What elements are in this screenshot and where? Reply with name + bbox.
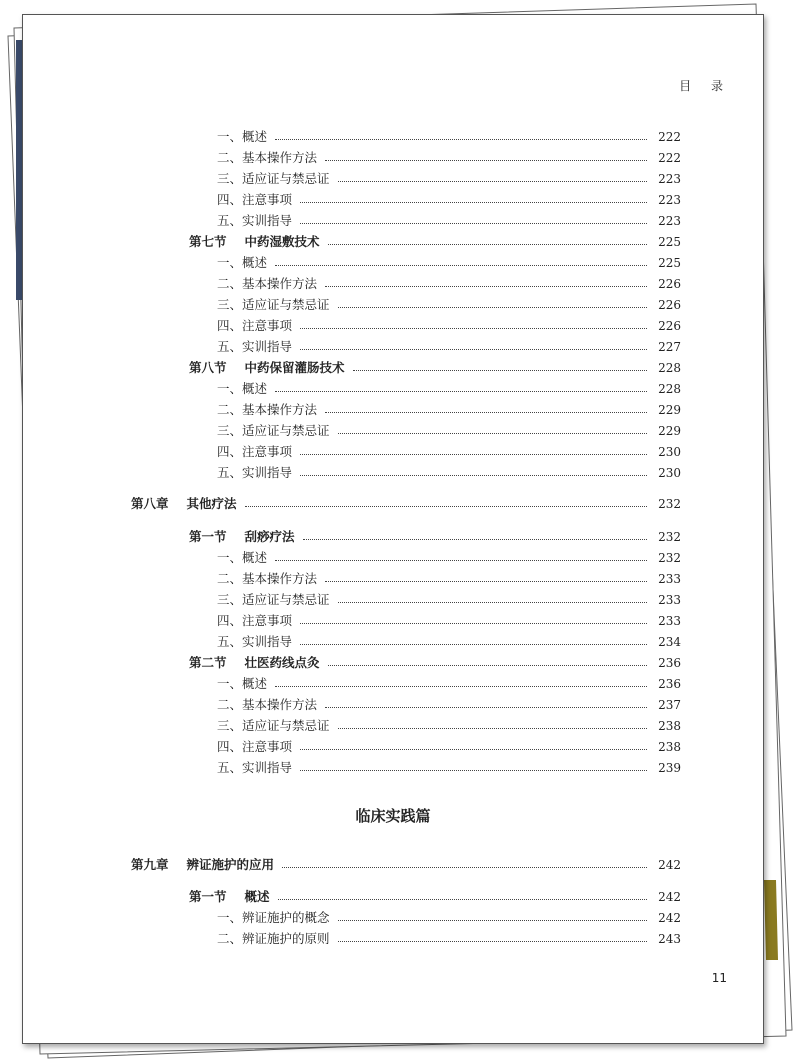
toc-entry[interactable]: 一、概述 225: [217, 255, 681, 270]
toc-page: [22, 14, 764, 1044]
toc-entry[interactable]: 三、适应证与禁忌证 226: [217, 297, 681, 312]
toc-entry[interactable]: 四、注意事项 230: [217, 444, 681, 459]
toc-entry[interactable]: 二、基本操作方法 222: [217, 150, 681, 165]
toc-entry[interactable]: 三、适应证与禁忌证 223: [217, 171, 681, 186]
toc-section-entry[interactable]: 第七节 中药湿敷技术 225: [189, 234, 681, 249]
part-title: 临床实践篇: [355, 807, 431, 825]
table-of-contents: [23, 15, 763, 1043]
toc-entry[interactable]: 四、注意事项 223: [217, 192, 681, 207]
toc-entry[interactable]: 三、适应证与禁忌证 229: [217, 423, 681, 438]
toc-entry[interactable]: 一、概述 236: [217, 676, 681, 691]
toc-chapter-entry[interactable]: 第九章 辨证施护的应用 242: [131, 857, 681, 872]
toc-entry[interactable]: 四、注意事项 238: [217, 739, 681, 754]
toc-section-entry[interactable]: 第一节 刮痧疗法 232: [189, 529, 681, 544]
page-number: 11: [711, 971, 727, 985]
toc-section-entry[interactable]: 第八节 中药保留灌肠技术 228: [189, 360, 681, 375]
toc-entry[interactable]: 二、基本操作方法 226: [217, 276, 681, 291]
toc-entry[interactable]: 二、基本操作方法 229: [217, 402, 681, 417]
toc-entry[interactable]: 五、实训指导 239: [217, 760, 681, 775]
toc-entry[interactable]: 五、实训指导 234: [217, 634, 681, 649]
toc-section-entry[interactable]: 第二节 壮医药线点灸 236: [189, 655, 681, 670]
toc-entry[interactable]: 一、概述 228: [217, 381, 681, 396]
toc-chapter-entry[interactable]: 第八章 其他疗法 232: [131, 496, 681, 511]
toc-entry[interactable]: 三、适应证与禁忌证 233: [217, 592, 681, 607]
toc-entry[interactable]: 二、基本操作方法 237: [217, 697, 681, 712]
toc-entry[interactable]: 五、实训指导 230: [217, 465, 681, 480]
toc-entry[interactable]: 一、概述 222: [217, 129, 681, 144]
toc-entry[interactable]: 二、基本操作方法 233: [217, 571, 681, 586]
toc-entry[interactable]: 一、辨证施护的概念 242: [217, 910, 681, 925]
toc-section-entry[interactable]: 第一节 概述 242: [189, 889, 681, 904]
toc-entry[interactable]: 五、实训指导 227: [217, 339, 681, 354]
toc-entry[interactable]: 三、适应证与禁忌证 238: [217, 718, 681, 733]
toc-entry[interactable]: 一、概述 232: [217, 550, 681, 565]
toc-entry[interactable]: 五、实训指导 223: [217, 213, 681, 228]
toc-entry[interactable]: 四、注意事项 226: [217, 318, 681, 333]
toc-entry[interactable]: 四、注意事项 233: [217, 613, 681, 628]
toc-entry[interactable]: 二、辨证施护的原则 243: [217, 931, 681, 946]
running-header: 目 录: [679, 79, 731, 93]
